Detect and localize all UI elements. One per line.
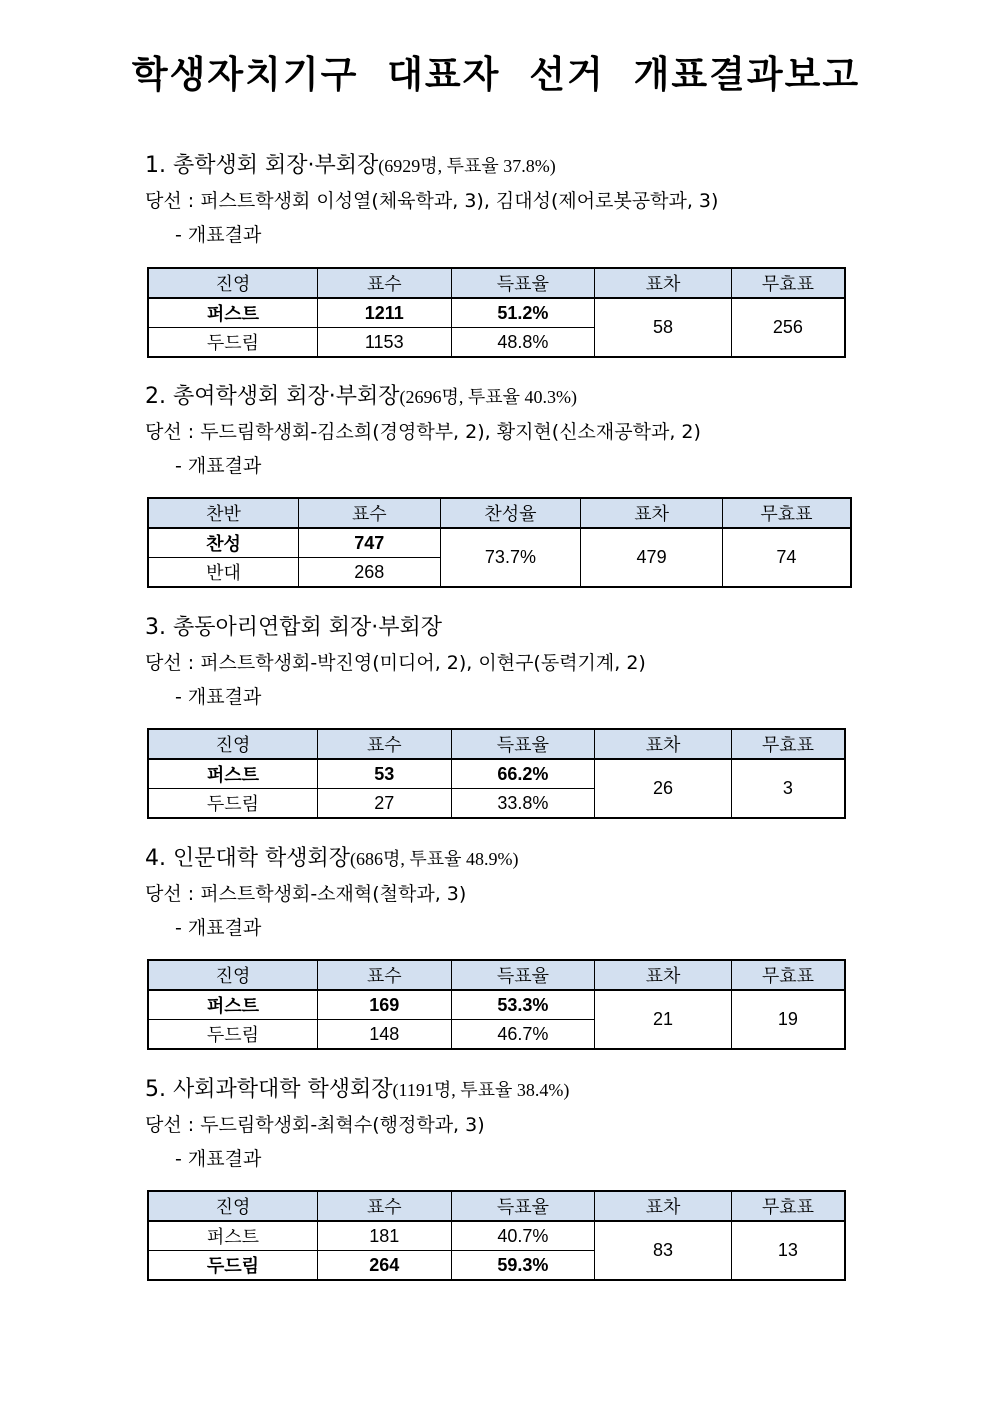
vote-margin: 479 xyxy=(581,528,723,587)
winner-line: 당선 : 두드림학생회-최혁수(행정학과, 3) xyxy=(145,1114,485,1136)
header-cell: 찬성율 xyxy=(440,498,581,528)
vote-margin: 58 xyxy=(595,298,732,357)
option-name: 반대 xyxy=(148,558,299,588)
vote-rate: 40.7% xyxy=(451,1221,595,1251)
header-cell: 표차 xyxy=(595,1191,732,1221)
vote-count: 169 xyxy=(317,990,451,1020)
results-table xyxy=(147,1190,846,1281)
invalid-votes: 3 xyxy=(731,759,845,818)
results-table xyxy=(147,267,846,358)
winner-line: 당선 : 퍼스트학생회-소재혁(철학과, 3) xyxy=(145,883,467,905)
vote-count: 747 xyxy=(299,528,441,558)
vote-rate: 59.3% xyxy=(451,1251,595,1281)
camp-name: 퍼스트 xyxy=(148,990,317,1020)
section-student-council xyxy=(145,148,855,353)
section-heading xyxy=(145,610,855,646)
header-cell: 득표율 xyxy=(451,960,595,990)
header-cell: 표수 xyxy=(317,960,451,990)
table-row xyxy=(148,298,845,328)
camp-name: 퍼스트 xyxy=(148,759,317,789)
vote-rate: 66.2% xyxy=(451,759,595,789)
header-cell: 표수 xyxy=(299,498,441,528)
section-meta: (6929명, 투표율 37.8%) xyxy=(378,156,556,176)
section-meta: (2696명, 투표율 40.3%) xyxy=(399,387,578,407)
table-row xyxy=(148,528,851,558)
camp-name: 두드림 xyxy=(148,1020,317,1050)
header-cell: 표차 xyxy=(595,729,732,759)
camp-name: 두드림 xyxy=(148,789,317,819)
vote-count: 264 xyxy=(317,1251,451,1281)
vote-count: 148 xyxy=(317,1020,451,1050)
approval-rate: 73.7% xyxy=(440,528,581,587)
results-label: - 개표결과 xyxy=(175,224,262,246)
camp-name: 퍼스트 xyxy=(148,298,317,328)
table-row xyxy=(148,1221,845,1251)
vote-count: 268 xyxy=(299,558,441,588)
vote-rate: 46.7% xyxy=(451,1020,595,1050)
table-header-row xyxy=(148,1191,845,1221)
header-cell: 표수 xyxy=(317,729,451,759)
document-title: 학생자치기구 대표자 선거 개표결과보고 xyxy=(131,53,861,96)
section-meta: (686명, 투표율 48.9%) xyxy=(350,849,519,869)
results-label: - 개표결과 xyxy=(175,917,262,939)
vote-rate: 51.2% xyxy=(451,298,595,328)
header-cell: 진영 xyxy=(148,729,317,759)
vote-margin: 21 xyxy=(595,990,732,1049)
vote-rate: 33.8% xyxy=(451,789,595,819)
vote-rate: 53.3% xyxy=(451,990,595,1020)
header-cell: 진영 xyxy=(148,960,317,990)
invalid-votes: 74 xyxy=(722,528,851,587)
header-cell: 찬반 xyxy=(148,498,299,528)
header-cell: 표수 xyxy=(317,268,451,298)
camp-name: 두드림 xyxy=(148,328,317,358)
invalid-votes: 13 xyxy=(731,1221,845,1280)
results-table xyxy=(147,497,852,588)
section-heading xyxy=(145,841,855,877)
invalid-votes: 19 xyxy=(731,990,845,1049)
results-label: - 개표결과 xyxy=(175,455,262,477)
header-cell: 무효표 xyxy=(731,268,845,298)
option-name: 찬성 xyxy=(148,528,299,558)
vote-margin: 83 xyxy=(595,1221,732,1280)
results-table xyxy=(147,959,846,1050)
vote-count: 27 xyxy=(317,789,451,819)
section-meta: (1191명, 투표율 38.4%) xyxy=(392,1080,570,1100)
winner-line: 당선 : 퍼스트학생회 이성열(체육학과, 3), 김대성(제어로봇공학과, 3) xyxy=(145,190,719,212)
section-humanities xyxy=(145,841,855,1045)
section-title: 2. 총여학생회 회장·부회장 xyxy=(145,384,400,409)
vote-count: 1153 xyxy=(317,328,451,358)
invalid-votes: 256 xyxy=(731,298,845,357)
table-row xyxy=(148,990,845,1020)
camp-name: 두드림 xyxy=(148,1251,317,1281)
section-heading xyxy=(145,148,855,184)
camp-name: 퍼스트 xyxy=(148,1221,317,1251)
vote-rate: 48.8% xyxy=(451,328,595,358)
header-cell: 득표율 xyxy=(451,729,595,759)
header-cell: 진영 xyxy=(148,1191,317,1221)
results-table xyxy=(147,728,846,819)
header-cell: 무효표 xyxy=(731,960,845,990)
section-title: 4. 인문대학 학생회장 xyxy=(145,846,350,871)
section-heading xyxy=(145,379,855,415)
header-cell: 진영 xyxy=(148,268,317,298)
section-heading xyxy=(145,1072,855,1108)
section-club-union xyxy=(145,610,855,814)
table-row xyxy=(148,759,845,789)
header-cell: 무효표 xyxy=(731,1191,845,1221)
winner-line: 당선 : 두드림학생회-김소희(경영학부, 2), 황지현(신소재공학과, 2) xyxy=(145,421,701,443)
header-cell: 득표율 xyxy=(451,1191,595,1221)
header-cell: 무효표 xyxy=(731,729,845,759)
section-title: 3. 총동아리연합회 회장·부회장 xyxy=(145,615,442,640)
header-cell: 득표율 xyxy=(451,268,595,298)
vote-count: 53 xyxy=(317,759,451,789)
header-cell: 표차 xyxy=(595,268,732,298)
section-title: 5. 사회과학대학 학생회장 xyxy=(145,1077,393,1102)
header-cell: 무효표 xyxy=(722,498,851,528)
table-header-row xyxy=(148,729,845,759)
table-header-row xyxy=(148,498,851,528)
section-women-student-council xyxy=(145,379,855,583)
table-header-row xyxy=(148,268,845,298)
results-label: - 개표결과 xyxy=(175,686,262,708)
vote-margin: 26 xyxy=(595,759,732,818)
vote-count: 1211 xyxy=(317,298,451,328)
header-cell: 표차 xyxy=(595,960,732,990)
section-social-sciences xyxy=(145,1072,855,1276)
results-label: - 개표결과 xyxy=(175,1148,262,1170)
section-title: 1. 총학생회 회장·부회장 xyxy=(145,153,379,178)
header-cell: 표차 xyxy=(581,498,723,528)
winner-line: 당선 : 퍼스트학생회-박진영(미디어, 2), 이현구(동력기계, 2) xyxy=(145,652,646,674)
vote-count: 181 xyxy=(317,1221,451,1251)
table-header-row xyxy=(148,960,845,990)
header-cell: 표수 xyxy=(317,1191,451,1221)
